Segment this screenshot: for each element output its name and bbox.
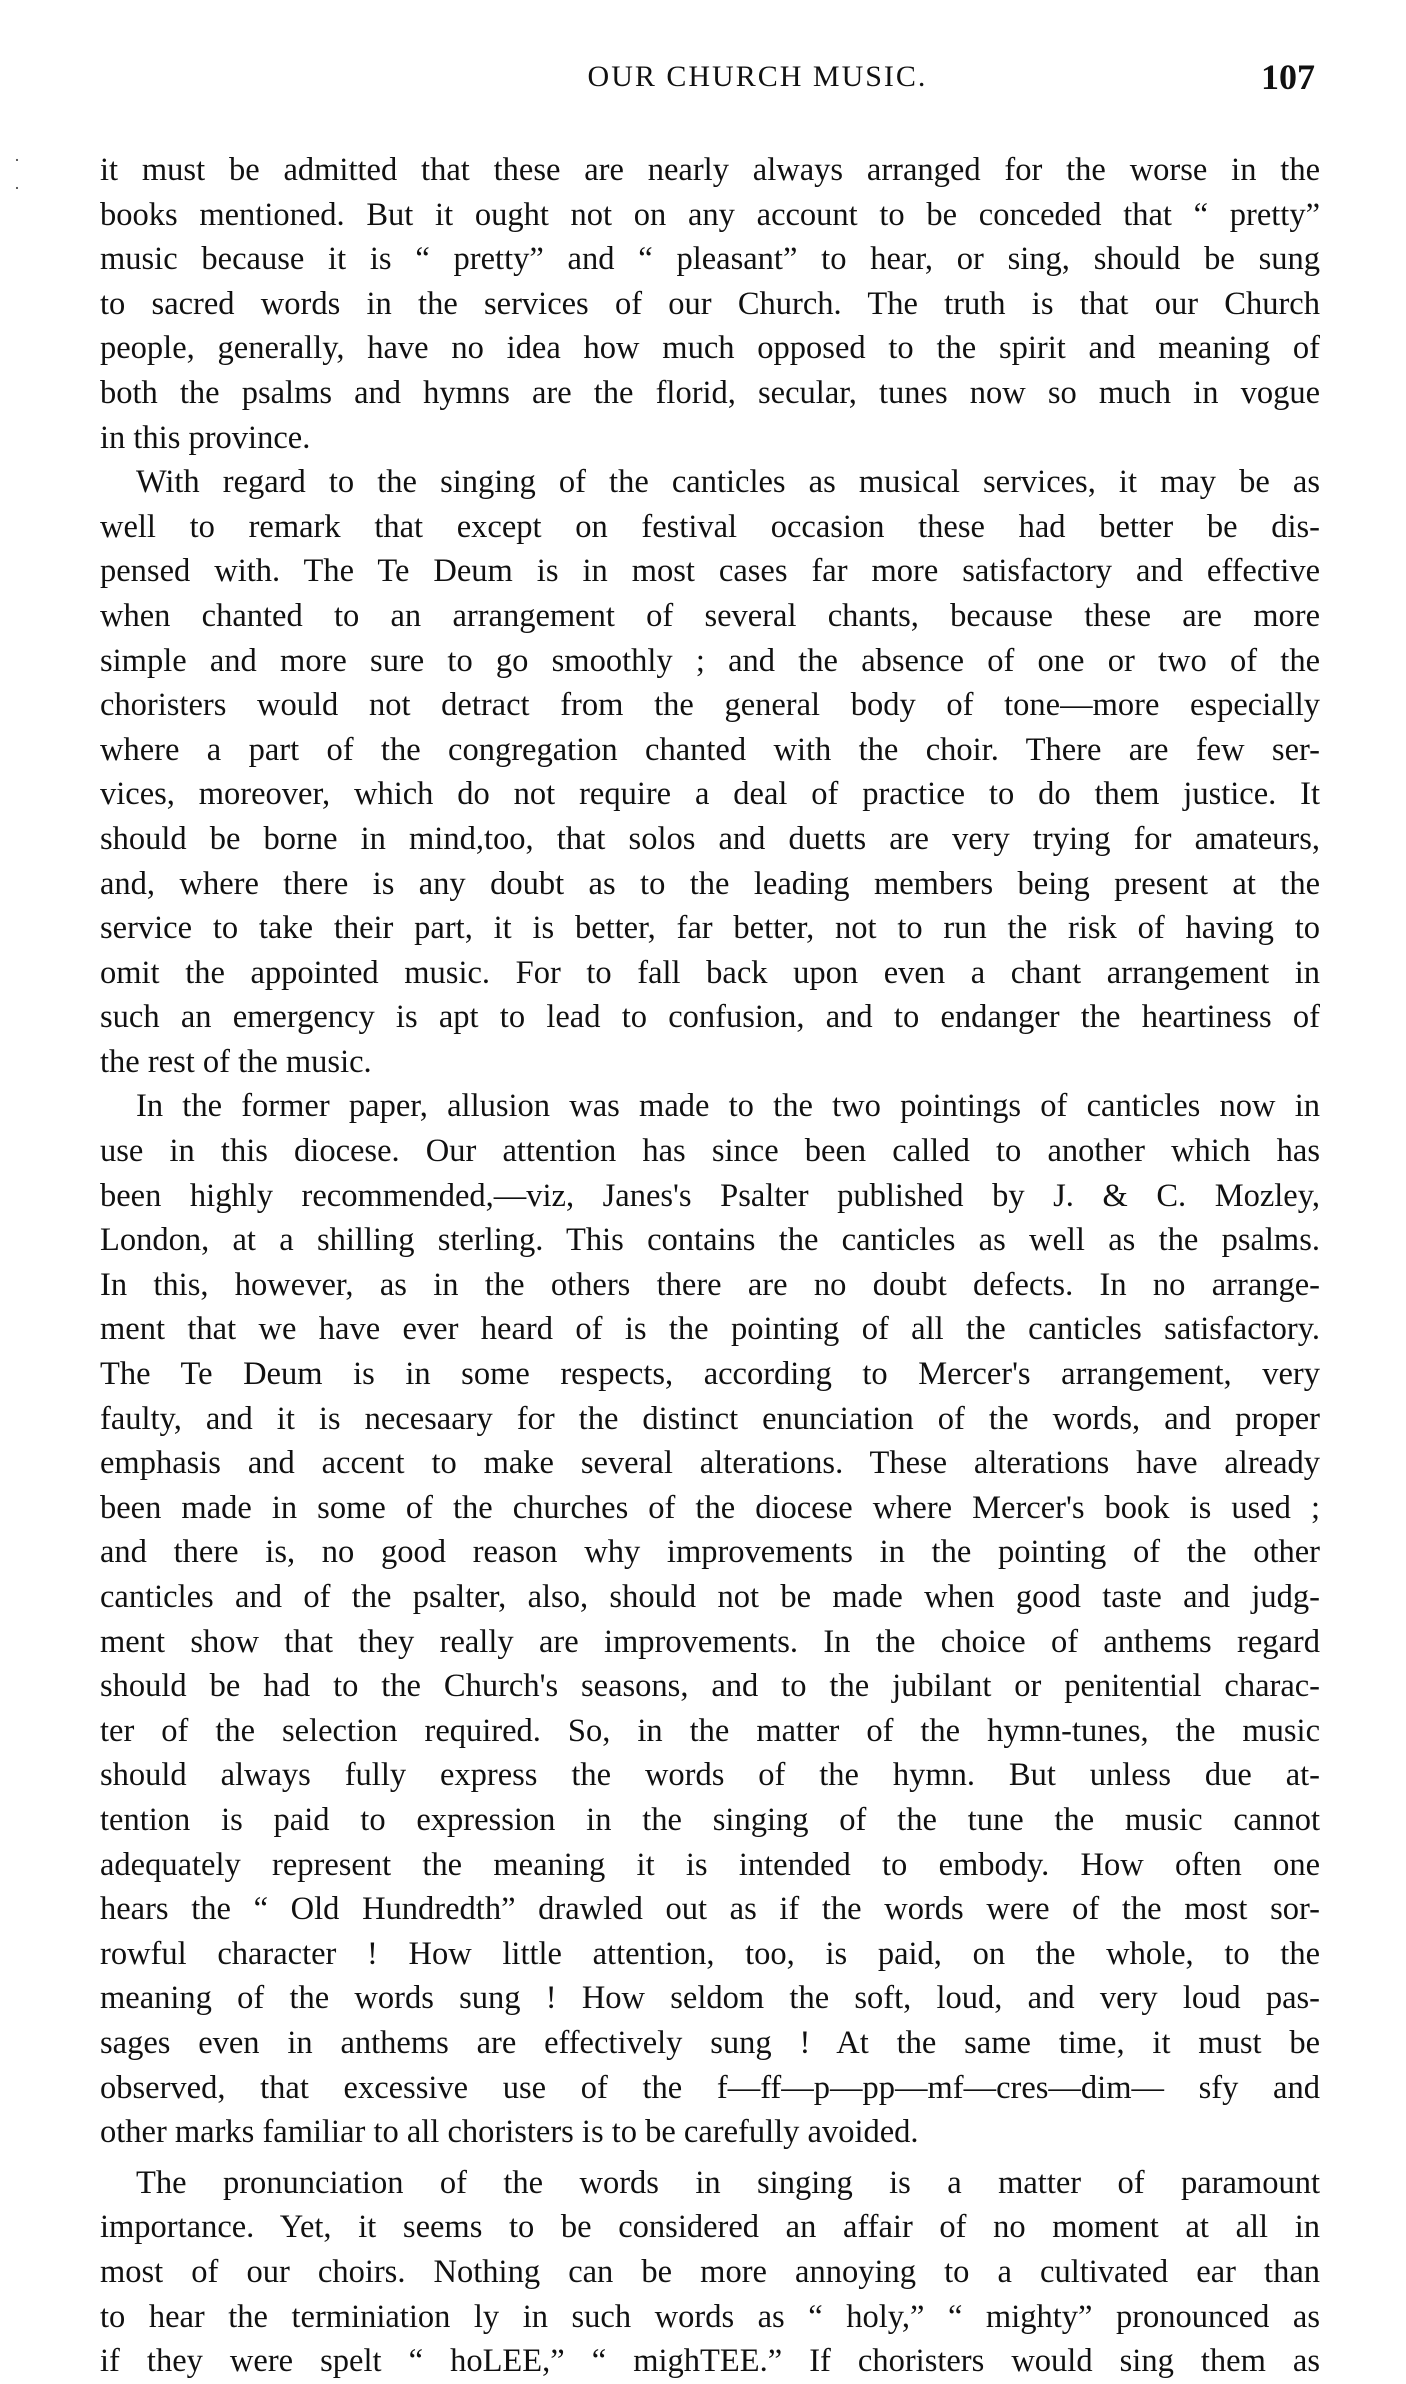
text-line: other marks familiar to all choristers is to be carefully avoided. xyxy=(100,2114,919,2151)
body-text xyxy=(100,148,1320,2384)
text-line: canticles and of the psalter, also, should not be made when good taste and judg- xyxy=(100,1579,1320,1615)
text-line: London, at a shilling sterling. This contains the canticles as well as the psalms. xyxy=(100,1222,1320,1259)
text-line: tention is paid to expression in the singing of the tune the music cannot xyxy=(100,1801,1320,1838)
text-line: where a part of the congregation chanted with the choir. There are few ser- xyxy=(100,731,1320,768)
text-line: should always fully express the words of the hymn. But unless due at- xyxy=(100,1757,1320,1794)
text-line: books mentioned. But it ought not on any account to be conceded that “ pretty” xyxy=(100,196,1320,233)
text-line: and, where there is any doubt as to the leading members being present at the xyxy=(100,865,1320,902)
text-line: use in this diocese. Our attention has since been called to another which has xyxy=(100,1133,1320,1170)
paragraph xyxy=(100,1084,1320,2154)
text-line: it must be admitted that these are nearly always arranged for the worse in the xyxy=(100,152,1320,188)
text-line: in this province. xyxy=(100,419,311,456)
text-line: service to take their part, it is better, far better, not to run the risk of having to xyxy=(100,910,1320,947)
text-line: sages even in anthems are effectively sung ! At the same time, it must be xyxy=(100,2024,1320,2061)
running-head xyxy=(100,57,1335,108)
text-line: simple and more sure to go smoothly ; and the absence of one or two of the xyxy=(100,642,1320,679)
text-line: choristers would not detract from the general body of tone—more especially xyxy=(100,687,1320,724)
text-line: emphasis and accent to make several alterations. These alterations have already xyxy=(100,1445,1320,1482)
text-line: adequately represent the meaning it is intended to embody. How often one xyxy=(100,1846,1320,1883)
text-line: to hear the terminiation ly in such words as “ holy,” “ mighty” pronounced as xyxy=(100,2298,1320,2335)
text-line: both the psalms and hymns are the florid, secular, tunes now so much in vogue xyxy=(100,374,1320,411)
text-line: ter of the selection required. So, in the matter of the hymn-tunes, the music xyxy=(100,1712,1320,1749)
text-line: should be had to the Church's seasons, and to the jubilant or penitential charac- xyxy=(100,1668,1320,1705)
text-line: the rest of the music. xyxy=(100,1043,372,1080)
text-line: pensed with. The Te Deum is in most cases far more satisfactory and effective xyxy=(100,553,1320,590)
text-line: such an emergency is apt to lead to confusion, and to endanger the heartiness of xyxy=(100,999,1320,1036)
text-line: well to remark that except on festival occasion these had better be dis- xyxy=(100,508,1320,545)
text-line: rowful character ! How little attention, too, is paid, on the whole, to the xyxy=(100,1935,1320,1972)
text-line: observed, that excessive use of the f—ff—p—pp—mf—cres—dim— sfy and xyxy=(100,2069,1320,2106)
text-line: importance. Yet, it seems to be considered an affair of no moment at all in xyxy=(100,2209,1320,2246)
page-number: 107 xyxy=(1261,57,1315,97)
text-line: most of our choirs. Nothing can be more annoying to a cultivated ear than xyxy=(100,2253,1320,2290)
text-line: should be borne in mind,too, that solos and duetts are very trying for amateurs, xyxy=(100,820,1320,857)
text-line: ment that we have ever heard of is the pointing of all the canticles satisfactory. xyxy=(100,1311,1320,1348)
text-line: people, generally, have no idea how much opposed to the spirit and meaning of xyxy=(100,330,1320,367)
paragraph xyxy=(100,2161,1320,2384)
running-title: OUR CHURCH MUSIC. xyxy=(587,60,928,93)
text-line: meaning of the words sung ! How seldom the soft, loud, and very loud pas- xyxy=(100,1980,1320,2017)
text-line: when chanted to an arrangement of several chants, because these are more xyxy=(100,597,1320,634)
text-line: ment show that they really are improvements. In the choice of anthems regard xyxy=(100,1623,1320,1660)
text-line: faulty, and it is necesaary for the distinct enunciation of the words, and proper xyxy=(100,1400,1320,1437)
text-line: The pronunciation of the words in singing is a matter of paramount xyxy=(136,2164,1320,2201)
text-line: to sacred words in the services of our Church. The truth is that our Church xyxy=(100,285,1320,322)
text-line: With regard to the singing of the canticles as musical services, it may be as xyxy=(136,464,1320,501)
paragraph xyxy=(100,460,1320,1084)
margin-speck: · xyxy=(14,150,20,170)
text-line: if they were spelt “ hoLEE,” “ mighTEE.” If choristers would sing them as xyxy=(100,2343,1320,2380)
text-line: omit the appointed music. For to fall back upon even a chant arrangement in xyxy=(100,954,1320,991)
text-line: and there is, no good reason why improvements in the pointing of the other xyxy=(100,1534,1320,1571)
text-line: hears the “ Old Hundredth” drawled out as if the words were of the most sor- xyxy=(100,1891,1320,1928)
text-line: been highly recommended,—viz, Janes's Psalter published by J. & C. Mozley, xyxy=(100,1177,1320,1214)
margin-speck: · xyxy=(14,178,20,198)
text-line: been made in some of the churches of the diocese where Mercer's book is used ; xyxy=(100,1489,1320,1526)
text-line: music because it is “ pretty” and “ pleasant” to hear, or sing, should be sung xyxy=(100,241,1320,278)
text-line: vices, moreover, which do not require a deal of practice to do them justice. It xyxy=(100,776,1320,813)
text-line: The Te Deum is in some respects, according to Mercer's arrangement, very xyxy=(100,1356,1320,1393)
text-line: In this, however, as in the others there are no doubt defects. In no arrange- xyxy=(100,1266,1320,1303)
text-line: In the former paper, allusion was made to the two pointings of canticles now in xyxy=(136,1088,1320,1125)
paragraph xyxy=(100,148,1320,460)
